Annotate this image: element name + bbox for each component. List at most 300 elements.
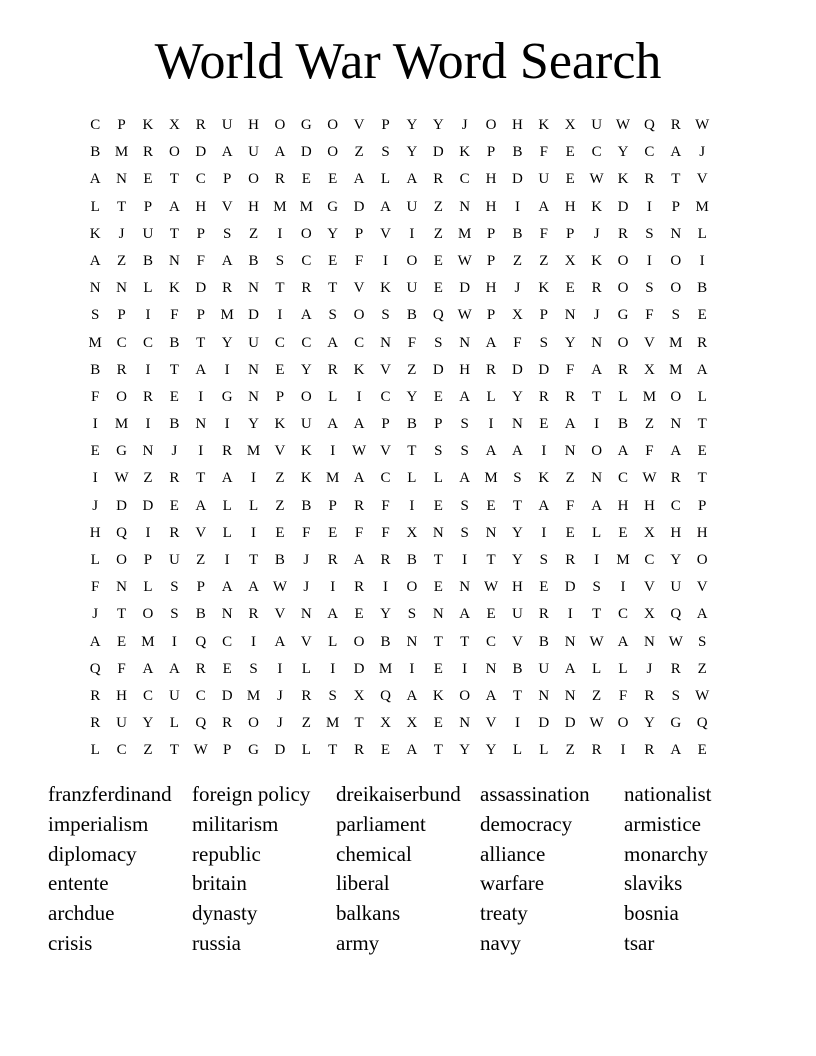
grid-letter[interactable]: S xyxy=(539,552,548,568)
grid-letter[interactable]: U xyxy=(168,687,180,704)
grid-letter[interactable]: A xyxy=(512,443,523,460)
grid-letter[interactable]: R xyxy=(222,443,233,460)
grid-letter[interactable]: F xyxy=(618,687,628,704)
grid-letter[interactable]: Z xyxy=(275,470,285,487)
grid-letter[interactable]: T xyxy=(169,171,179,188)
grid-letter[interactable]: P xyxy=(196,307,205,324)
grid-letter[interactable]: O xyxy=(300,388,312,405)
grid-letter[interactable]: N xyxy=(643,633,655,650)
grid-letter[interactable]: R xyxy=(142,388,153,405)
grid-letter[interactable]: Z xyxy=(248,225,259,242)
grid-letter[interactable]: L xyxy=(697,225,707,242)
grid-letter[interactable]: Y xyxy=(485,742,497,759)
grid-letter[interactable]: R xyxy=(486,361,497,378)
grid-letter[interactable]: I xyxy=(224,552,230,568)
grid-letter[interactable]: S xyxy=(460,416,469,433)
grid-letter[interactable]: T xyxy=(697,470,707,487)
grid-letter[interactable]: M xyxy=(246,443,261,460)
grid-letter[interactable]: T xyxy=(512,497,523,514)
grid-letter[interactable]: U xyxy=(406,198,418,215)
grid-letter[interactable]: L xyxy=(328,388,338,405)
grid-letter[interactable]: X xyxy=(353,687,365,704)
grid-letter[interactable]: Z xyxy=(512,252,523,269)
grid-letter[interactable]: E xyxy=(565,280,575,297)
grid-letter[interactable]: I xyxy=(488,416,494,433)
grid-letter[interactable]: A xyxy=(327,416,339,433)
grid-letter[interactable]: N xyxy=(195,416,207,433)
grid-letter[interactable]: N xyxy=(459,579,471,596)
grid-letter[interactable]: A xyxy=(670,144,682,161)
grid-letter[interactable]: S xyxy=(539,334,548,351)
grid-letter[interactable]: E xyxy=(380,742,391,759)
grid-letter[interactable]: I xyxy=(382,579,388,596)
grid-letter[interactable]: I xyxy=(409,660,415,677)
grid-letter[interactable]: C xyxy=(142,687,153,704)
grid-letter[interactable]: I xyxy=(145,416,151,433)
grid-letter[interactable]: B xyxy=(169,416,180,433)
grid-letter[interactable]: P xyxy=(539,307,548,324)
grid-letter[interactable]: W xyxy=(352,443,367,460)
grid-letter[interactable]: O xyxy=(168,144,180,161)
grid-letter[interactable]: I xyxy=(92,470,98,487)
grid-letter[interactable]: H xyxy=(512,579,523,596)
grid-letter[interactable]: M xyxy=(88,334,102,351)
grid-letter[interactable]: S xyxy=(645,280,654,297)
grid-letter[interactable]: L xyxy=(433,470,443,487)
grid-letter[interactable]: Z xyxy=(565,470,575,487)
grid-letter[interactable]: L xyxy=(380,171,391,188)
grid-letter[interactable]: U xyxy=(300,416,312,433)
grid-letter[interactable]: R xyxy=(90,687,101,704)
grid-letter[interactable]: N xyxy=(485,524,497,541)
grid-letter[interactable]: E xyxy=(169,388,179,405)
grid-letter[interactable]: I xyxy=(330,660,336,677)
grid-letter[interactable]: P xyxy=(486,252,496,269)
grid-letter[interactable]: O xyxy=(353,633,365,650)
grid-letter[interactable]: L xyxy=(90,742,100,759)
grid-letter[interactable]: A xyxy=(89,171,101,188)
grid-letter[interactable]: O xyxy=(485,117,497,133)
grid-letter[interactable]: D xyxy=(274,742,286,759)
grid-letter[interactable]: P xyxy=(328,497,337,514)
grid-letter[interactable]: S xyxy=(434,443,443,460)
grid-letter[interactable]: E xyxy=(697,307,707,324)
grid-letter[interactable]: P xyxy=(671,198,680,215)
grid-letter[interactable]: I xyxy=(382,252,388,269)
grid-letter[interactable]: C xyxy=(116,742,127,759)
grid-letter[interactable]: S xyxy=(671,687,680,704)
grid-letter[interactable]: E xyxy=(539,416,549,433)
grid-letter[interactable]: H xyxy=(248,117,259,133)
grid-letter[interactable]: D xyxy=(221,687,233,704)
grid-letter[interactable]: P xyxy=(117,117,126,133)
grid-letter[interactable]: C xyxy=(195,171,206,188)
grid-letter[interactable]: N xyxy=(670,225,682,242)
grid-letter[interactable]: E xyxy=(90,443,100,460)
grid-letter[interactable]: C xyxy=(644,552,655,568)
grid-letter[interactable]: U xyxy=(538,171,550,188)
grid-letter[interactable]: Y xyxy=(300,361,312,378)
grid-letter[interactable]: H xyxy=(670,524,682,541)
grid-letter[interactable]: J xyxy=(303,552,310,568)
grid-letter[interactable]: I xyxy=(646,252,652,269)
grid-letter[interactable]: V xyxy=(380,225,391,242)
grid-letter[interactable]: F xyxy=(170,307,179,324)
grid-letter[interactable]: O xyxy=(300,225,312,242)
grid-letter[interactable]: I xyxy=(251,470,257,487)
grid-letter[interactable]: Y xyxy=(643,715,655,732)
grid-letter[interactable]: H xyxy=(617,497,629,514)
grid-letter[interactable]: K xyxy=(353,361,365,378)
grid-letter[interactable]: X xyxy=(564,117,576,133)
grid-letter[interactable]: W xyxy=(589,715,604,732)
grid-letter[interactable]: P xyxy=(117,307,126,324)
grid-letter[interactable]: O xyxy=(327,144,339,161)
grid-letter[interactable]: T xyxy=(169,225,179,242)
grid-letter[interactable]: Z xyxy=(117,252,127,269)
grid-letter[interactable]: B xyxy=(406,552,417,568)
grid-letter[interactable]: A xyxy=(485,687,497,704)
grid-letter[interactable]: A xyxy=(670,742,682,759)
grid-letter[interactable]: C xyxy=(354,334,365,351)
grid-letter[interactable]: J xyxy=(92,497,99,514)
grid-letter[interactable]: S xyxy=(222,225,232,242)
grid-letter[interactable]: V xyxy=(380,443,391,460)
grid-letter[interactable]: A xyxy=(142,660,154,677)
grid-letter[interactable]: X xyxy=(643,361,655,378)
grid-letter[interactable]: Y xyxy=(221,334,233,351)
grid-letter[interactable]: E xyxy=(117,633,127,650)
grid-letter[interactable]: S xyxy=(170,606,179,623)
grid-letter[interactable]: C xyxy=(301,252,312,269)
grid-letter[interactable]: H xyxy=(459,361,471,378)
grid-letter[interactable]: W xyxy=(457,252,472,269)
grid-letter[interactable]: Y xyxy=(564,334,576,351)
grid-letter[interactable]: L xyxy=(222,497,232,514)
grid-letter[interactable]: A xyxy=(696,606,708,623)
grid-letter[interactable]: O xyxy=(617,715,629,732)
grid-letter[interactable]: V xyxy=(274,606,286,623)
grid-letter[interactable]: C xyxy=(380,388,391,405)
grid-letter[interactable]: E xyxy=(328,171,338,188)
grid-letter[interactable]: E xyxy=(328,252,338,269)
grid-letter[interactable]: M xyxy=(114,416,129,433)
grid-letter[interactable]: D xyxy=(512,361,523,378)
grid-letter[interactable]: E xyxy=(697,742,707,759)
grid-letter[interactable]: A xyxy=(591,497,603,514)
grid-letter[interactable]: B xyxy=(169,334,180,351)
grid-letter[interactable]: F xyxy=(539,144,548,161)
grid-letter[interactable]: Z xyxy=(275,497,285,514)
grid-letter[interactable]: S xyxy=(460,497,469,514)
grid-letter[interactable]: S xyxy=(460,443,469,460)
grid-letter[interactable]: C xyxy=(459,171,470,188)
grid-letter[interactable]: A xyxy=(300,307,312,324)
grid-letter[interactable]: N xyxy=(300,606,312,623)
grid-letter[interactable]: O xyxy=(406,252,418,269)
grid-letter[interactable]: I xyxy=(620,742,626,759)
grid-letter[interactable]: Q xyxy=(670,606,682,623)
grid-letter[interactable]: Q xyxy=(195,715,207,732)
grid-letter[interactable]: E xyxy=(354,606,364,623)
grid-letter[interactable]: R xyxy=(380,552,391,568)
grid-letter[interactable]: F xyxy=(539,225,548,242)
grid-letter[interactable]: I xyxy=(409,225,415,242)
grid-letter[interactable]: Z xyxy=(539,252,549,269)
grid-letter[interactable]: F xyxy=(196,252,205,269)
grid-letter[interactable]: K xyxy=(538,470,550,487)
grid-letter[interactable]: G xyxy=(617,307,629,324)
grid-letter[interactable]: O xyxy=(353,307,365,324)
grid-letter[interactable]: X xyxy=(168,117,180,133)
grid-letter[interactable]: E xyxy=(565,171,575,188)
grid-letter[interactable]: H xyxy=(512,117,523,133)
grid-letter[interactable]: S xyxy=(698,633,707,650)
grid-letter[interactable]: P xyxy=(222,742,232,759)
grid-letter[interactable]: Z xyxy=(592,687,602,704)
grid-letter[interactable]: D xyxy=(195,280,207,297)
grid-letter[interactable]: K xyxy=(380,280,391,297)
grid-letter[interactable]: F xyxy=(381,497,390,514)
grid-letter[interactable]: G xyxy=(248,742,259,759)
grid-letter[interactable]: P xyxy=(196,579,205,596)
grid-letter[interactable]: N xyxy=(248,280,259,297)
grid-letter[interactable]: N xyxy=(670,416,682,433)
grid-letter[interactable]: E xyxy=(275,361,285,378)
grid-letter[interactable]: J xyxy=(593,225,600,242)
grid-letter[interactable]: U xyxy=(512,606,523,623)
grid-letter[interactable]: M xyxy=(642,388,657,405)
grid-letter[interactable]: Y xyxy=(406,144,418,161)
grid-letter[interactable]: L xyxy=(301,660,311,677)
grid-letter[interactable]: R xyxy=(142,144,153,161)
grid-letter[interactable]: B xyxy=(142,252,153,269)
grid-letter[interactable]: D xyxy=(432,144,444,161)
grid-letter[interactable]: R xyxy=(618,225,629,242)
grid-letter[interactable]: P xyxy=(381,117,390,133)
grid-letter[interactable]: I xyxy=(462,660,468,677)
grid-letter[interactable]: J xyxy=(461,117,468,133)
grid-letter[interactable]: Y xyxy=(617,144,629,161)
grid-letter[interactable]: C xyxy=(90,117,101,133)
grid-letter[interactable]: F xyxy=(513,334,522,351)
grid-letter[interactable]: K xyxy=(459,144,471,161)
grid-letter[interactable]: Z xyxy=(354,144,364,161)
grid-letter[interactable]: Z xyxy=(433,225,443,242)
grid-letter[interactable]: L xyxy=(512,742,523,759)
grid-letter[interactable]: B xyxy=(90,361,101,378)
grid-letter[interactable]: T xyxy=(592,388,602,405)
grid-letter[interactable]: K xyxy=(142,117,154,133)
grid-letter[interactable]: M xyxy=(273,198,287,215)
grid-letter[interactable]: V xyxy=(195,524,207,541)
grid-letter[interactable]: Y xyxy=(327,225,339,242)
grid-letter[interactable]: X xyxy=(406,524,418,541)
grid-letter[interactable]: A xyxy=(168,198,180,215)
grid-letter[interactable]: U xyxy=(406,280,418,297)
grid-letter[interactable]: R xyxy=(670,660,681,677)
grid-letter[interactable]: E xyxy=(433,660,443,677)
grid-letter[interactable]: A xyxy=(221,579,233,596)
grid-letter[interactable]: Y xyxy=(406,117,418,133)
grid-letter[interactable]: A xyxy=(538,497,550,514)
grid-letter[interactable]: V xyxy=(643,579,655,596)
grid-letter[interactable]: L xyxy=(618,388,628,405)
grid-letter[interactable]: W xyxy=(642,470,657,487)
grid-letter[interactable]: O xyxy=(406,579,418,596)
grid-letter[interactable]: T xyxy=(196,334,206,351)
grid-letter[interactable]: M xyxy=(616,552,630,568)
grid-letter[interactable]: M xyxy=(220,307,234,324)
grid-letter[interactable]: A xyxy=(221,252,233,269)
grid-letter[interactable]: U xyxy=(168,552,180,568)
grid-letter[interactable]: Y xyxy=(459,742,471,759)
grid-letter[interactable]: A xyxy=(485,334,497,351)
grid-letter[interactable]: A xyxy=(353,416,365,433)
grid-letter[interactable]: S xyxy=(91,307,100,324)
grid-letter[interactable]: H xyxy=(643,497,655,514)
grid-letter[interactable]: S xyxy=(592,579,601,596)
grid-letter[interactable]: R xyxy=(169,524,180,541)
grid-letter[interactable]: N xyxy=(564,633,576,650)
grid-letter[interactable]: A xyxy=(195,361,207,378)
grid-letter[interactable]: M xyxy=(457,225,472,242)
grid-letter[interactable]: I xyxy=(620,579,626,596)
grid-letter[interactable]: P xyxy=(486,307,496,324)
grid-letter[interactable]: A xyxy=(327,334,339,351)
grid-letter[interactable]: N xyxy=(485,660,497,677)
grid-letter[interactable]: N xyxy=(116,171,127,188)
grid-letter[interactable]: A xyxy=(406,687,418,704)
grid-letter[interactable]: O xyxy=(248,715,259,732)
grid-letter[interactable]: M xyxy=(114,144,129,161)
grid-letter[interactable]: I xyxy=(92,416,98,433)
grid-letter[interactable]: T xyxy=(407,443,417,460)
grid-letter[interactable]: A xyxy=(327,606,339,623)
grid-letter[interactable]: A xyxy=(353,171,365,188)
grid-letter[interactable]: F xyxy=(302,524,311,541)
grid-letter[interactable]: B xyxy=(406,416,417,433)
grid-letter[interactable]: I xyxy=(330,579,336,596)
grid-letter[interactable]: B xyxy=(406,307,417,324)
grid-letter[interactable]: T xyxy=(117,606,127,623)
grid-letter[interactable]: K xyxy=(538,117,550,133)
grid-letter[interactable]: T xyxy=(328,280,338,297)
grid-letter[interactable]: M xyxy=(326,715,340,732)
grid-letter[interactable]: D xyxy=(564,715,576,732)
grid-letter[interactable]: P xyxy=(143,552,153,568)
grid-letter[interactable]: P xyxy=(222,171,232,188)
grid-letter[interactable]: L xyxy=(248,497,259,514)
grid-letter[interactable]: N xyxy=(116,280,127,297)
grid-letter[interactable]: W xyxy=(193,742,208,759)
grid-letter[interactable]: J xyxy=(92,606,99,623)
grid-letter[interactable]: R xyxy=(538,606,549,623)
grid-letter[interactable]: T xyxy=(117,198,127,215)
grid-letter[interactable]: B xyxy=(301,497,312,514)
grid-letter[interactable]: W xyxy=(589,633,604,650)
grid-letter[interactable]: E xyxy=(222,660,232,677)
grid-letter[interactable]: V xyxy=(696,579,708,596)
grid-letter[interactable]: P xyxy=(486,225,496,242)
grid-letter[interactable]: R xyxy=(301,687,312,704)
grid-letter[interactable]: C xyxy=(142,334,153,351)
grid-letter[interactable]: D xyxy=(116,497,127,514)
grid-letter[interactable]: O xyxy=(116,552,127,568)
grid-letter[interactable]: I xyxy=(145,361,151,378)
grid-letter[interactable]: H xyxy=(485,171,497,188)
grid-letter[interactable]: E xyxy=(328,524,338,541)
grid-letter[interactable]: N xyxy=(591,470,603,487)
grid-letter[interactable]: Q xyxy=(116,524,127,541)
grid-letter[interactable]: L xyxy=(143,579,153,596)
grid-letter[interactable]: E xyxy=(301,171,311,188)
grid-letter[interactable]: O xyxy=(617,280,629,297)
grid-letter[interactable]: V xyxy=(274,443,286,460)
grid-letter[interactable]: A xyxy=(221,144,233,161)
grid-letter[interactable]: N xyxy=(564,687,576,704)
grid-letter[interactable]: O xyxy=(142,606,154,623)
grid-letter[interactable]: N xyxy=(142,443,154,460)
grid-letter[interactable]: I xyxy=(198,388,204,405)
grid-letter[interactable]: I xyxy=(277,660,283,677)
grid-letter[interactable]: M xyxy=(669,361,683,378)
grid-letter[interactable]: B xyxy=(248,252,259,269)
grid-letter[interactable]: O xyxy=(670,280,682,297)
grid-letter[interactable]: X xyxy=(643,606,655,623)
grid-letter[interactable]: F xyxy=(407,334,417,351)
grid-letter[interactable]: I xyxy=(594,416,600,433)
grid-letter[interactable]: A xyxy=(617,633,629,650)
grid-letter[interactable]: E xyxy=(486,497,496,514)
grid-letter[interactable]: K xyxy=(274,416,286,433)
grid-letter[interactable]: R xyxy=(538,388,549,405)
grid-letter[interactable]: F xyxy=(566,361,575,378)
grid-letter[interactable]: R xyxy=(697,334,708,351)
grid-letter[interactable]: X xyxy=(380,715,391,732)
grid-letter[interactable]: H xyxy=(89,524,101,541)
grid-letter[interactable]: O xyxy=(248,171,259,188)
grid-letter[interactable]: V xyxy=(221,198,233,215)
grid-letter[interactable]: V xyxy=(380,361,391,378)
grid-letter[interactable]: S xyxy=(645,225,654,242)
grid-letter[interactable]: I xyxy=(409,497,415,514)
grid-letter[interactable]: U xyxy=(248,334,259,351)
grid-letter[interactable]: H xyxy=(248,198,259,215)
grid-letter[interactable]: W xyxy=(615,117,631,133)
grid-letter[interactable]: C xyxy=(670,497,681,514)
grid-letter[interactable]: J xyxy=(646,660,653,677)
grid-letter[interactable]: V xyxy=(512,633,523,650)
grid-letter[interactable]: A xyxy=(591,361,603,378)
grid-letter[interactable]: S xyxy=(381,144,390,161)
grid-letter[interactable]: J xyxy=(118,225,125,242)
grid-letter[interactable]: L xyxy=(592,524,602,541)
grid-letter[interactable]: E xyxy=(697,443,707,460)
grid-letter[interactable]: U xyxy=(116,715,127,732)
grid-letter[interactable]: V xyxy=(643,334,655,351)
grid-letter[interactable]: I xyxy=(251,524,257,541)
grid-letter[interactable]: U xyxy=(248,144,259,161)
grid-letter[interactable]: Z xyxy=(565,742,575,759)
grid-letter[interactable]: N xyxy=(248,361,259,378)
grid-letter[interactable]: T xyxy=(486,552,496,568)
grid-letter[interactable]: L xyxy=(486,388,496,405)
grid-letter[interactable]: E xyxy=(618,524,628,541)
grid-letter[interactable]: C xyxy=(195,687,206,704)
grid-letter[interactable]: L xyxy=(328,633,338,650)
grid-letter[interactable]: A xyxy=(195,497,207,514)
